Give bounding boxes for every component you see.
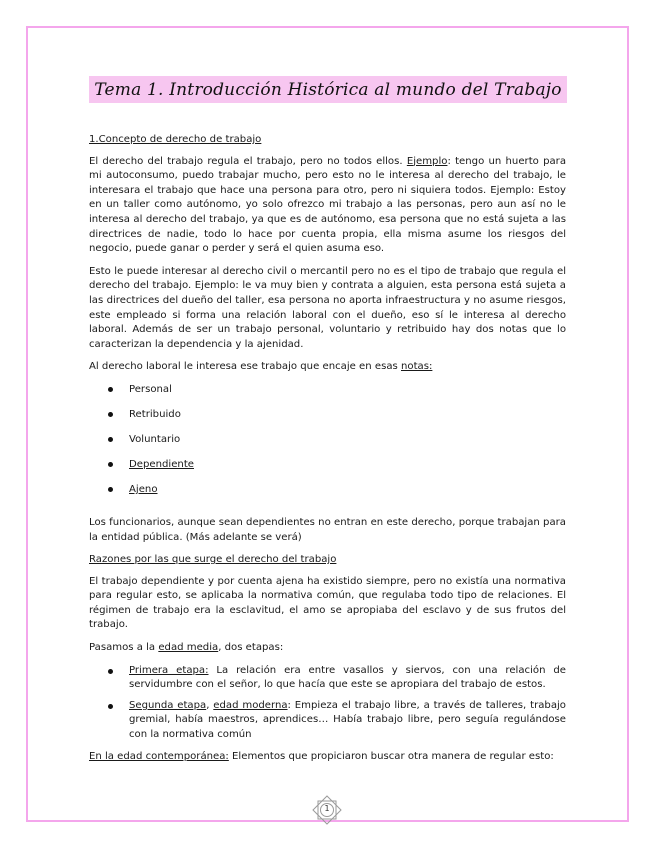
emphasis-ejemplo: Ejemplo [406, 155, 448, 167]
bullet-icon [108, 437, 113, 442]
section-heading-reasons: Razones por las que surge el derecho del trabajo [89, 554, 337, 566]
bullet-icon [108, 462, 113, 467]
page-number-badge [312, 795, 342, 825]
bullet-icon [108, 704, 113, 709]
paragraph: El derecho del trabajo regula el trabajo, pero no todos ellos. Ejemplo: tengo un huerto para mi autoconsumo, puedo trabajar mucho, pero esto no le interesa al derecho del trabajo, le interesara el trabajo que hace una persona para otro, pero ni siquiera todos. Ejemplo: Estoy en un taller como autónomo, yo solo ofrezco mi trabajo a las personas, pero aun así no le interesa al derecho del trabajo, ya que es de autónomo, esa persona que no está sujeta a las directrices de nadie, todo lo hace por cuenta propia, ella misma asume los riesgos del negocio, puede ganar o perder y será el quien asuma eso. [89, 155, 566, 255]
page-title: Tema 1. Introducción Histórica al mundo del Trabajo [94, 79, 562, 100]
list-item: Voluntario [89, 433, 566, 458]
paragraph: El trabajo dependiente y por cuenta ajena ha existido siempre, pero no existía una normativa para regular esto, se aplicaba la normativa común, que regulaba todo tipo de relaciones. El régimen de trabajo era la esclavitud, el amo se apropiaba del esclavo y de sus frutos del trabajo. [89, 575, 566, 631]
document-body [89, 133, 566, 772]
list-item: Retribuido [89, 408, 566, 433]
bullet-icon [108, 487, 113, 492]
title-banner [89, 76, 567, 103]
bullet-icon [108, 412, 113, 417]
page-number: 1 [324, 804, 330, 813]
bullet-icon [108, 669, 113, 674]
bullet-icon [108, 387, 113, 392]
paragraph: Pasamos a la edad media, dos etapas: [89, 642, 284, 654]
paragraph: En la edad contemporánea: Elementos que propiciaron buscar otra manera de regular esto: [89, 750, 554, 762]
paragraph: Los funcionarios, aunque sean dependientes no entran en este derecho, porque trabajan para la entidad pública. (Más adelante se verá) [89, 516, 566, 543]
notes-list [89, 383, 566, 508]
list-item: Primera etapa: La relación era entre vasallos y siervos, con una relación de servidumbre con el señor, lo que hacía que este se apropiara del trabajo de estos. [89, 664, 566, 693]
list-item: Personal [89, 383, 566, 408]
paragraph: Esto le puede interesar al derecho civil o mercantil pero no es el tipo de trabajo que regula el derecho del trabajo. Ejemplo: le va muy bien y contrata a alguien, esta persona está sujeta a las directrices del dueño del taller, esa persona no aporta infraestructura y no asume riesgos, este empleado si forma una relación laboral con el dueño, eso sí le interesa al derecho laboral. Además de ser un trabajo personal, voluntario y retribuido hay dos notas que lo caracterizan la dependencia y la ajenidad. [89, 265, 566, 350]
section-heading-concept: 1.Concepto de derecho de trabajo [89, 134, 262, 145]
paragraph: Al derecho laboral le interesa ese trabajo que encaje en esas notas: [89, 361, 433, 373]
list-item: Segunda etapa, edad moderna: Empieza el trabajo libre, a través de talleres, trabajo gremial, había maestros, aprendices… Había trabajo libre, pero seguía regulándose con la normativa común [89, 699, 566, 743]
stages-list [89, 664, 566, 743]
list-item: Ajeno [89, 483, 566, 508]
list-item: Dependiente [89, 458, 566, 483]
